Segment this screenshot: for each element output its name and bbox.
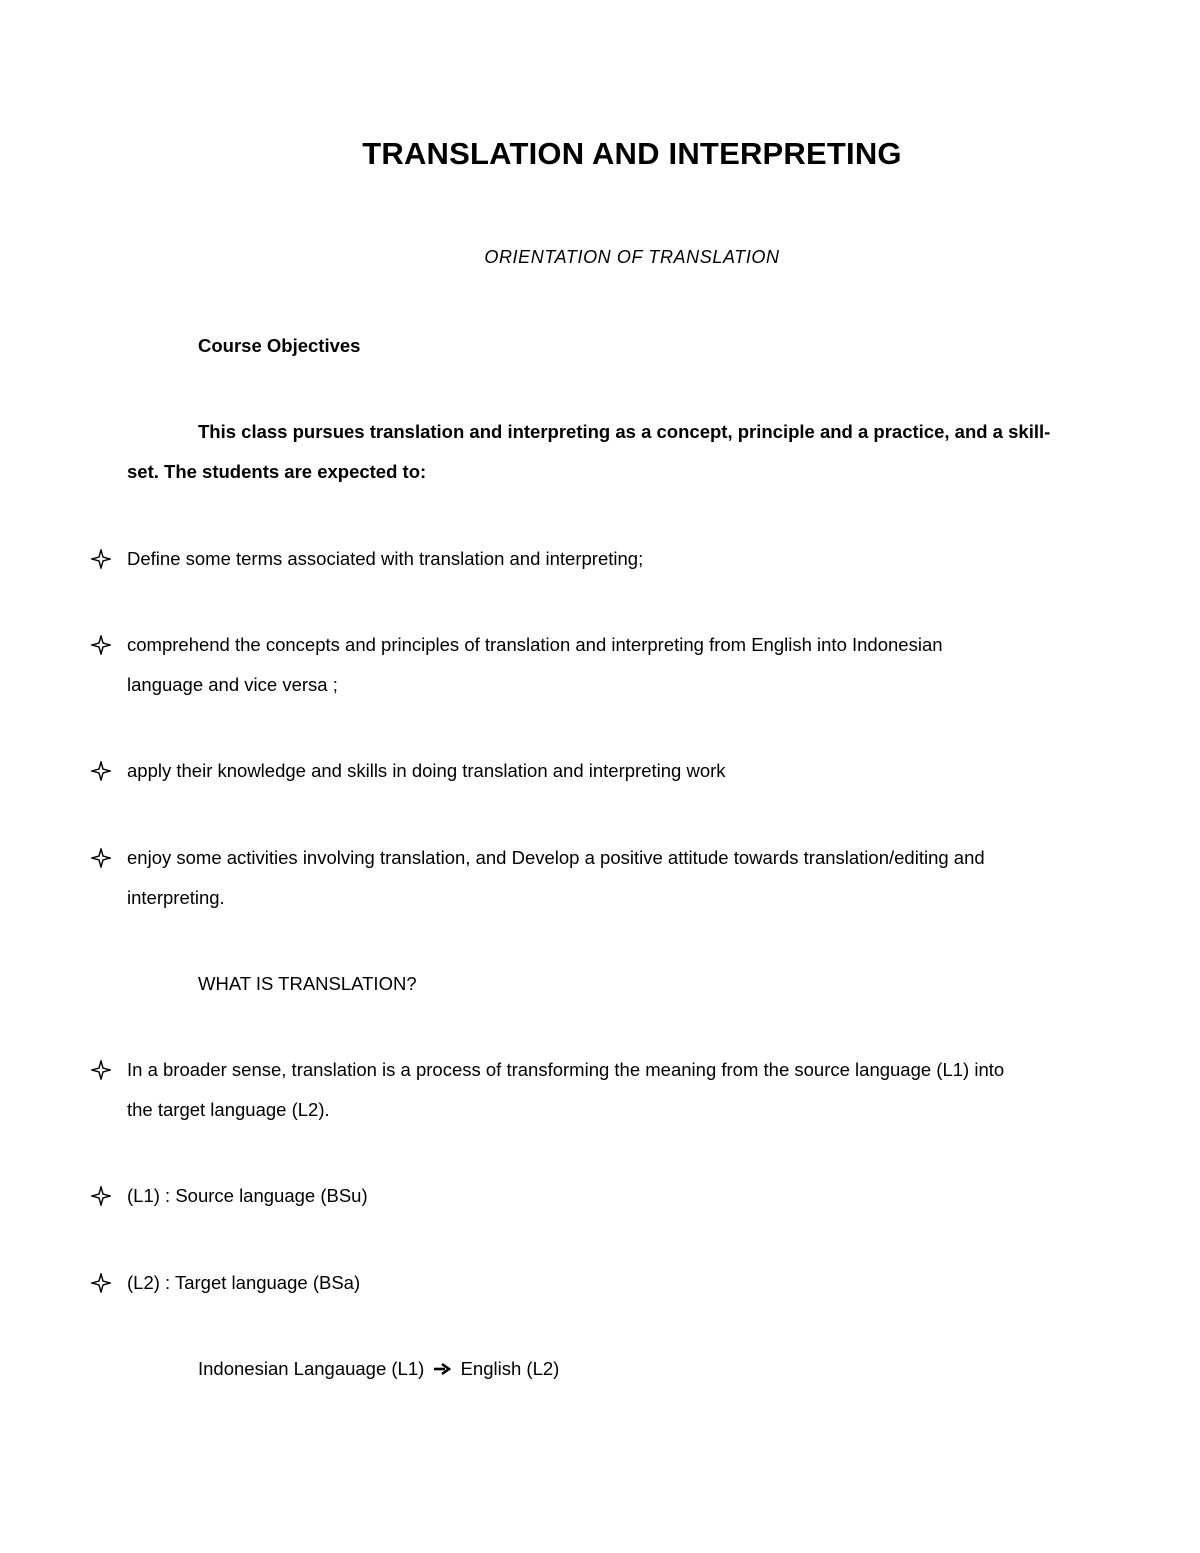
direction-from: Indonesian Langauage (L1) bbox=[198, 1358, 425, 1379]
four-point-star-icon bbox=[91, 1186, 111, 1206]
objectives-heading: Course Objectives bbox=[198, 335, 361, 356]
four-point-star-icon bbox=[91, 549, 111, 569]
list-item-continuation: the target language (L2). bbox=[127, 1099, 330, 1120]
intro-line-2: set. The students are expected to: bbox=[127, 461, 427, 482]
list-item-continuation: interpreting. bbox=[127, 887, 225, 908]
list-item-continuation: language and vice versa ; bbox=[127, 674, 338, 695]
list-item: Define some terms associated with translation and interpreting; bbox=[127, 548, 644, 569]
four-point-star-icon bbox=[91, 1060, 111, 1080]
four-point-star-icon bbox=[91, 1273, 111, 1293]
section-subtitle: ORIENTATION OF TRANSLATION bbox=[484, 247, 780, 267]
list-item: enjoy some activities involving translation, and Develop a positive attitude towards translation/editing and bbox=[127, 847, 985, 868]
list-item: (L1) : Source language (BSu) bbox=[127, 1185, 368, 1206]
right-arrow-icon bbox=[433, 1362, 451, 1376]
page-title: TRANSLATION AND INTERPRETING bbox=[362, 136, 902, 171]
four-point-star-icon bbox=[91, 848, 111, 868]
list-item: In a broader sense, translation is a process of transforming the meaning from the source language (L1) into bbox=[127, 1059, 1005, 1080]
list-item: (L2) : Target language (BSa) bbox=[127, 1272, 361, 1293]
list-item: comprehend the concepts and principles of translation and interpreting from English into Indonesian bbox=[127, 634, 943, 655]
four-point-star-icon bbox=[91, 635, 111, 655]
intro-line-1: This class pursues translation and interpreting as a concept, principle and a practice, and a skill- bbox=[198, 421, 1051, 442]
what-is-translation-heading: WHAT IS TRANSLATION? bbox=[198, 973, 417, 994]
translation-direction bbox=[198, 1358, 559, 1380]
list-item: apply their knowledge and skills in doing translation and interpreting work bbox=[127, 760, 726, 781]
four-point-star-icon bbox=[91, 761, 111, 781]
direction-to: English (L2) bbox=[460, 1358, 560, 1379]
